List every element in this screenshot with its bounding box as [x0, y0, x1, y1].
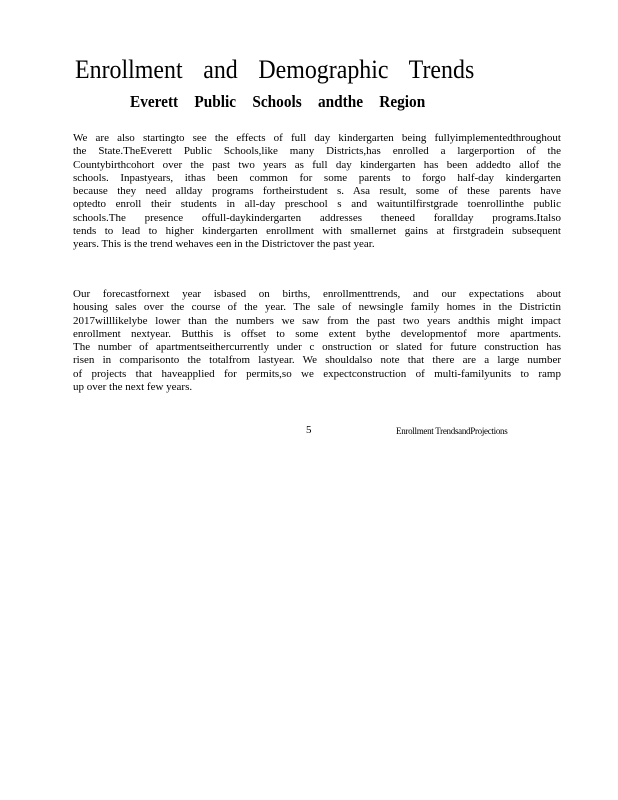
paragraph-line: schools.The presence offull-daykindergarten addresses theneed forallday programs.Italso: [73, 211, 561, 224]
paragraph-line: enrollment nextyear. Butthis is offset to some extent bythe developmentof more apartments.: [73, 327, 561, 340]
page-number: 5: [306, 424, 312, 436]
paragraph-line: the State.TheEverett Public Schools,like many Districts,has enrolled a largerportion of the: [73, 145, 561, 158]
paragraph-line: of projects that haveapplied for permits,so we expectconstruction of multi-familyunits to ramp: [73, 367, 561, 380]
paragraph-line: 2017willlikelybe lower than the numbers we saw from the past two years andthis might impact: [73, 314, 561, 327]
paragraph-line: housing sales over the course of the year. The sale of newsingle family homes in the Districtin: [73, 301, 561, 314]
paragraph-line: The number of apartmentseithercurrently under c onstruction or slated for future construction has: [73, 341, 561, 354]
footer-label: Enrollment TrendsandProjections: [396, 426, 508, 436]
paragraph-line: because they need allday programs fortheirstudent s. Asa result, some of these parents have: [73, 185, 561, 198]
paragraph-line: years. This is the trend wehaves een in the Districtover the past year.: [73, 238, 375, 251]
body-paragraph-2: [73, 288, 561, 394]
page-subtitle: Everett Public Schools andthe Region: [130, 92, 426, 111]
paragraph-line: tends to lead to higher kindergarten enrollment with smallernet gains at firstgradein subsequent: [73, 225, 561, 238]
paragraph-line: Countybirthcohort over the past two years as full day kindergarten has been addedto allof the: [73, 158, 561, 171]
paragraph-line: We are also startingto see the effects of full day kindergarten being fullyimplementedthroughout: [73, 132, 561, 144]
paragraph-line: risen in comparisonto the totalfrom lastyear. We shouldalso note that there are a large number: [73, 354, 561, 367]
paragraph-line: up over the next few years.: [73, 381, 193, 394]
paragraph-line: Our forecastfornext year isbased on births, enrollmenttrends, and our expectations about: [73, 288, 561, 300]
page-title: Enrollment and Demographic Trends: [75, 55, 475, 84]
paragraph-line: optedto enroll their students in all-day preschool s and waituntilfirstgrade toenrollinthe public: [73, 198, 561, 211]
body-paragraph-1: [73, 132, 561, 252]
paragraph-line: schools. Inpastyears, ithas been common for some parents to forgo half-day kindergarten: [73, 171, 561, 184]
